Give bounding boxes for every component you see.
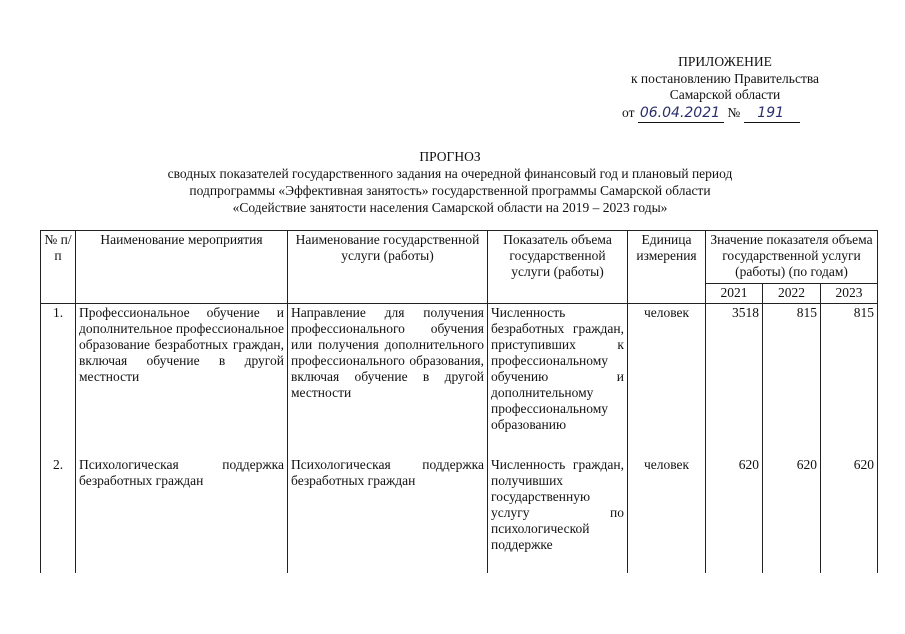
row-indicator: Численность безработных граждан, приступивших к профессиональному обучению и дополнительному профессиональному образованию [488,304,628,457]
header-indicator: Показатель объема государственной услуги (работы) [488,231,628,304]
forecast-table [40,230,878,573]
row-value-2022: 620 [763,456,821,573]
handwritten-number: 191 [744,106,800,123]
row-activity: Психологическая поддержка безработных граждан [76,456,288,573]
row-service: Психологическая поддержка безработных граждан [288,456,488,573]
appendix-line-2: Самарской области [669,87,781,102]
title-line-1: сводных показателей государственного задания на очередной финансовый год и плановый период [167,166,733,181]
appendix-title: ПРИЛОЖЕНИЕ [678,54,772,69]
row-service: Направление для получения профессионального обучения или получения дополнительного профессионального образования, включая обучение в другой местности [288,304,488,457]
appendix-line-1: к постановлению Правительства [630,70,820,86]
title-line-2: подпрограммы «Эффективная занятость» государственной программы Самарской области [189,183,711,198]
row-unit: человек [628,304,706,457]
table-row [41,304,878,457]
row-activity: Профессиональное обучение и дополнительное профессиональное образование безработных граждан, включая обучение в другой местности [76,304,288,457]
row-num: 2. [41,456,76,573]
row-value-2023: 620 [821,456,878,573]
title-line-3: «Содействие занятости населения Самарской области на 2019 – 2023 годы» [232,200,668,215]
header-unit: Единица измерения [628,231,706,304]
header-year-2021: 2021 [706,284,763,304]
row-value-2022: 815 [763,304,821,457]
header-activity: Наименование мероприятия [76,231,288,304]
header-num: № п/п [41,231,76,304]
row-value-2021: 3518 [706,304,763,457]
date-prefix: от [622,105,635,120]
appendix-block [600,54,850,104]
title-heading: ПРОГНОЗ [419,149,481,164]
resolution-date-line [622,105,852,123]
handwritten-date: 06.04.2021 [638,106,724,123]
header-value-group: Значение показателя объема государственной услуги (работы) (по годам) [706,231,878,284]
number-sign: № [727,105,741,120]
table-row [41,456,878,573]
row-value-2023: 815 [821,304,878,457]
row-unit: человек [628,456,706,573]
document-title [100,148,800,216]
row-value-2021: 620 [706,456,763,573]
header-year-2022: 2022 [763,284,821,304]
row-num: 1. [41,304,76,457]
header-year-2023: 2023 [821,284,878,304]
row-indicator: Численность граждан, получивших государственную услугу по психологической поддержке [488,456,628,573]
header-service: Наименование государственной услуги (работы) [288,231,488,304]
